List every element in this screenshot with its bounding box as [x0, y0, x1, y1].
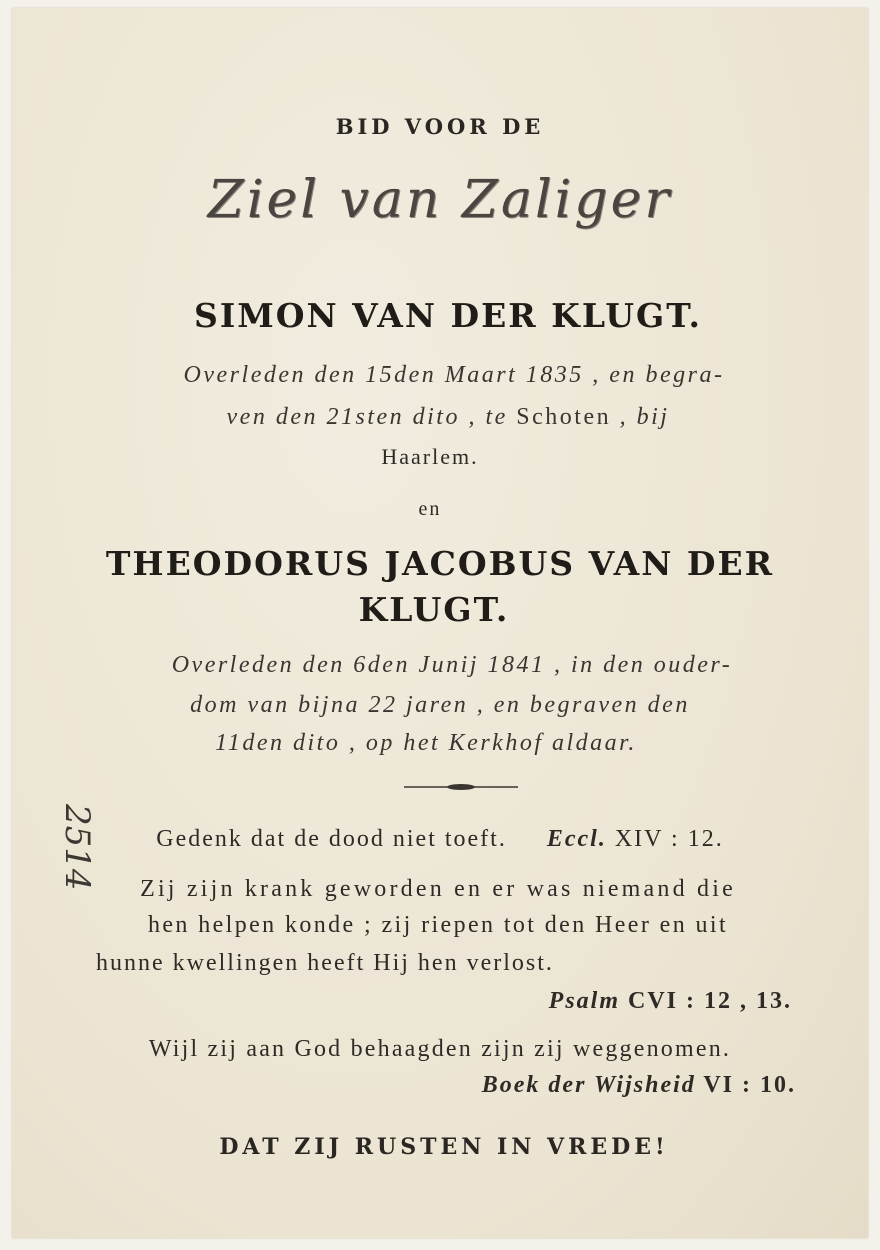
quote2-ref-verse: CVI : 12 , 13.: [620, 988, 792, 1014]
person1-place: Schoten: [516, 404, 612, 430]
person1-line2-a: ven den 21sten dito , te: [226, 404, 517, 430]
quote3-ref-verse: VI : 10.: [695, 1072, 796, 1098]
person2-line3: 11den dito , op het Kerkhof aldaar.: [215, 730, 637, 756]
person2-line1: Overleden den 6den Junij 1841 , in den ouder-: [171, 652, 733, 678]
conjunction: en: [418, 498, 442, 520]
person1-line1: Overleden den 15den Maart 1835 , en begra-: [183, 362, 725, 388]
quote2-line1: Zij zijn krank geworden en er was niemand die: [140, 876, 736, 902]
quote2-ref: [12, 988, 792, 1015]
person2-name-line1: THEODORUS JACOBUS VAN DER: [105, 544, 775, 583]
quote2-line2: hen helpen konde ; zij riepen tot den Heer en uit: [147, 912, 729, 938]
handwritten-margin-note: [48, 794, 100, 904]
quote1-ref-book: Eccl.: [546, 826, 607, 852]
person2-name-line2: KLUGT.: [358, 590, 510, 629]
quote3-ref-book: Boek der Wijsheid: [481, 1072, 696, 1098]
person1-line2-c: , bij: [611, 404, 670, 430]
person1-line2: [20, 404, 876, 431]
quote1-ref-verse: XIV : 12.: [606, 826, 724, 852]
quote2-ref-book: Psalm: [548, 988, 620, 1014]
person1-name: SIMON VAN DER KLUGT.: [193, 296, 702, 335]
quote1: [12, 826, 868, 853]
gothic-subheader: Ziel van Zaliger: [207, 170, 673, 230]
closing-text: DAT ZIJ RUSTEN IN VREDE!: [219, 1134, 669, 1160]
quote1-text: Gedenk dat de dood niet toeft.: [156, 826, 507, 852]
margin-note-text: 2514: [57, 804, 97, 891]
person2-line2: dom van bijna 22 jaren , en begraven den: [190, 692, 690, 718]
person1-line3: Haarlem.: [381, 444, 479, 469]
header-text: BID VOOR DE: [335, 114, 545, 139]
devotional-card: [12, 8, 868, 1238]
quote3-ref: [12, 1072, 796, 1099]
quote3-line1: Wijl zij aan God behaagden zijn zij weggenomen.: [148, 1036, 732, 1062]
quote2-line3: hunne kwellingen heeft Hij hen verlost.: [96, 950, 554, 976]
ornamental-divider: [404, 780, 518, 794]
